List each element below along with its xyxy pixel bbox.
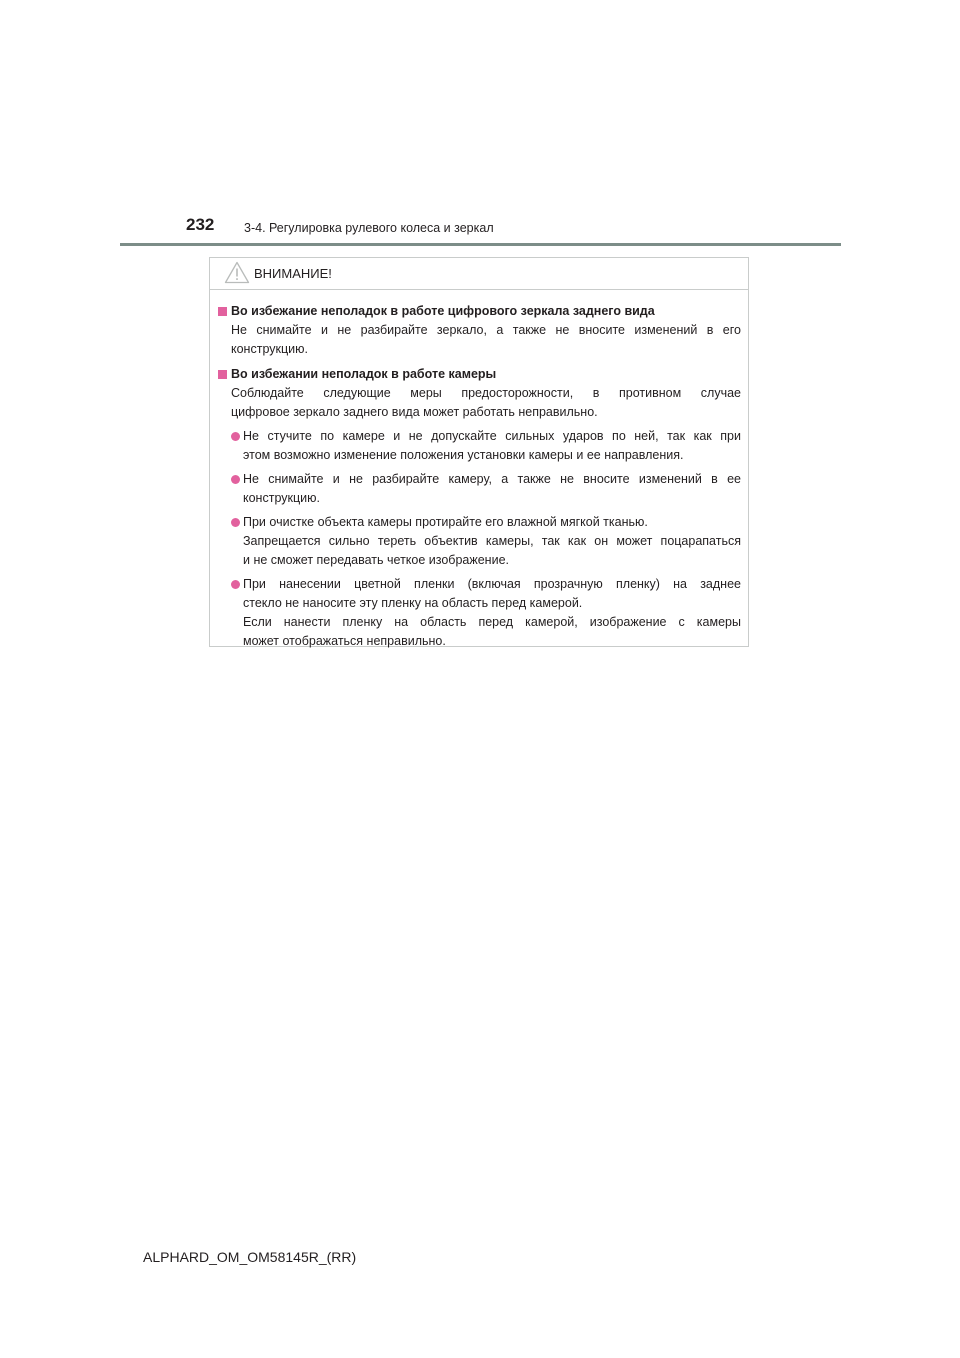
bullet-item [217, 575, 741, 651]
bullet-item [217, 427, 741, 465]
text-line: При нанесении цветной пленки (включая прозрачную пленку) на заднее [243, 577, 741, 591]
bullet-item [217, 513, 741, 570]
square-bullet-icon [218, 307, 227, 316]
text-line: цифровое зеркало заднего вида может работать неправильно. [231, 405, 598, 419]
warning-title: ВНИМАНИЕ! [254, 266, 332, 281]
text-line: Соблюдайте следующие меры предосторожности, в противном случае [231, 386, 741, 400]
section-text [217, 384, 741, 422]
header-rule [120, 243, 841, 246]
warning-triangle-icon [224, 261, 250, 284]
square-bullet-icon [218, 370, 227, 379]
text-line: Запрещается сильно тереть объектив камеры, так как он может поцарапаться [243, 534, 741, 548]
text-line: Не снимайте и не разбирайте зеркало, а также не вносите изменений в его [231, 323, 741, 337]
round-bullet-icon [231, 432, 240, 441]
text-line: этом возможно изменение положения установки камеры и ее направления. [243, 448, 684, 462]
text-line: может отображаться неправильно. [243, 634, 446, 648]
text-line: Не снимайте и не разбирайте камеру, а также не вносите изменений в ее [243, 472, 741, 486]
warning-body [210, 290, 748, 651]
footer-doc-code: ALPHARD_OM_OM58145R_(RR) [143, 1249, 357, 1265]
text-line: стекло не наносите эту пленку на область перед камерой. [243, 596, 583, 610]
text-line: конструкцию. [231, 342, 308, 356]
section-heading: Во избежании неполадок в работе камеры [217, 365, 741, 384]
text-line: Если нанести пленку на область перед камерой, изображение с камеры [243, 615, 741, 629]
section-heading: Во избежание неполадок в работе цифрового зеркала заднего вида [217, 302, 741, 321]
warning-box [209, 257, 749, 647]
round-bullet-icon [231, 518, 240, 527]
page-number: 232 [186, 215, 215, 234]
text-line: Не стучите по камере и не допускайте сильных ударов по ней, так как при [243, 429, 741, 443]
warning-header [210, 258, 748, 290]
bullet-item [217, 470, 741, 508]
round-bullet-icon [231, 475, 240, 484]
section-title: 3-4. Регулировка рулевого колеса и зеркал [244, 221, 494, 235]
spacer [217, 359, 741, 363]
text-line: и не сможет передавать четкое изображение. [243, 553, 509, 567]
text-line: конструкцию. [243, 491, 320, 505]
round-bullet-icon [231, 580, 240, 589]
text-line: При очистке объекта камеры протирайте его влажной мягкой тканью. [243, 515, 648, 529]
section-text [217, 321, 741, 359]
